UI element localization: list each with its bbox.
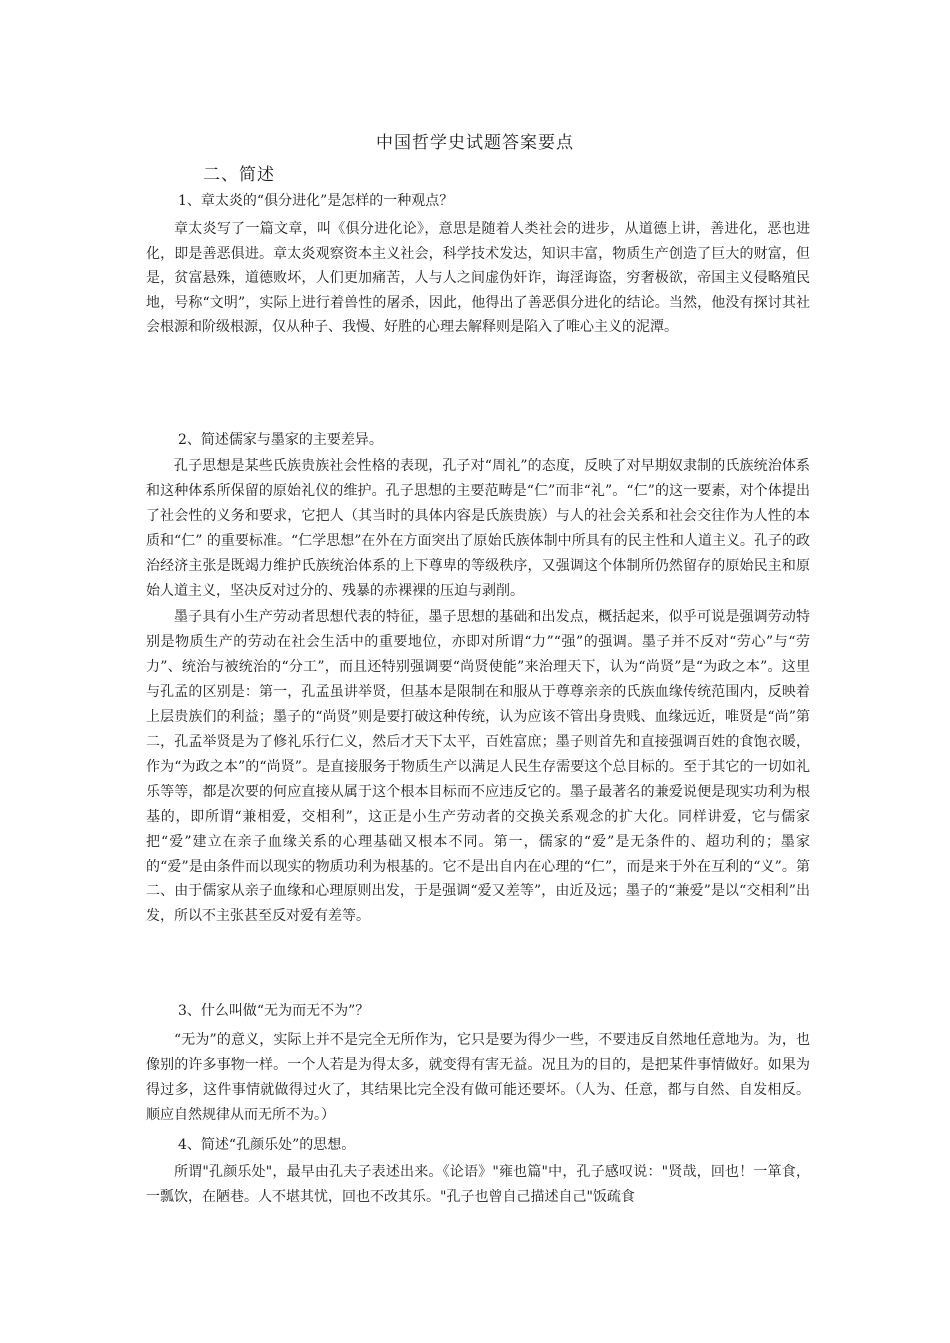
question-2-answer — [146, 454, 810, 929]
question-4-heading: 4、简述“孔颜乐处”的思想。 — [178, 1137, 356, 1153]
document-title: 中国哲学史试题答案要点 — [376, 133, 574, 153]
answer-paragraph: 章太炎写了一篇文章，叫《俱分进化论》，意思是随着人类社会的进步，从道德上讲，善进化，恶也进化，即是善恶俱进。章太炎观察资本主义社会，科学技术发达，知识丰富，物质生产创造了巨大的财富，但是，贫富悬殊，道德败坏，人们更加痛苦，人与人之间虚伪奸诈，诲淫诲盗，穷奢极欲，帝国主义侵略殖民地，号称“文明”，实际上进行着兽性的屠杀，因此，他得出了善恶俱分进化的结论。当然，他没有探讨其社会根源和阶级根源，仅从种子、我慢、好胜的心理去解释则是陷入了唯心主义的泥潭。 — [146, 221, 810, 336]
answer-paragraph: 孔子思想是某些氏族贵族社会性格的表现，孔子对“周礼”的态度，反映了对早期奴隶制的氏族统治体系和这种体系所保留的原始礼仪的维护。孔子思想的主要范畴是“仁”而非“礼”。“仁”的这一要素，对个体提出了社会性的义务和要求，它把人（其当时的具体内容是氏族贵族）与人的社会关系和社会交往作为人性的本质和“仁” 的重要标准。“仁学思想”在外在方面突出了原始氏族体制中所具有的民主性和人道主义。孔子的政治经济主张是既竭力维护氏族统治体系的上下尊卑的等级秩序，又强调这个体制所仍然留存的原始民主和原始人道主义，坚决反对过分的、残暴的赤裸裸的压迫与剥削。 — [146, 458, 810, 599]
question-3-heading: 3、什么叫做“无为而无不为”？ — [178, 1003, 370, 1019]
answer-paragraph: 所谓"孔颜乐处"，最早由孔夫子表述出来。《论语》"雍也篇"中，孔子感叹说："贤哉，回也！一箪食，一瓢饮，在陋巷。人不堪其忧，回也不改其乐。"孔子也曾自己描述自己"饭疏食 — [146, 1164, 810, 1205]
question-2-heading: 2、简述儒家与墨家的主要差异。 — [178, 432, 383, 448]
answer-paragraph: 墨子具有小生产劳动者思想代表的特征，墨子思想的基础和出发点，概括起来，似乎可说是强调劳动特别是物质生产的劳动在社会生活中的重要地位，亦即对所谓“力”“强”的强调。墨子并不反对“劳心”与“劳力”、统治与被统治的“分工”，而且还特别强调要“尚贤使能”来治理天下，认为“尚贤”是“为政之本”。这里与孔孟的区别是：第一，孔孟虽讲举贤，但基本是限制在和服从于尊尊亲亲的氏族血缘传统范围内，反映着上层贵族们的利益；墨子的“尚贤”则是要打破这种传统，认为应该不管出身贵贱、血缘远近，唯贤是“尚”第二，孔孟举贤是为了修礼乐行仁义，然后才天下太平，百姓富庶；墨子则首先和直接强调百姓的食饱衣暖，作为“为政之本”的“尚贤”。是直接服务于物质生产以满足人民生存需要这个总目标的。至于其它的一切如礼乐等等，都是次要的何应直接从属于这个根本目标而不应违反它的。墨子最著名的兼爱说便是现实功利为根基的，即所谓“兼相爱，交相利”，这正是小生产劳动者的交换关系观念的扩大化。同样讲爱，它与儒家把“爱”建立在亲子血缘关系的心理基础又根本不同。第一，儒家的“爱”是无条件的、超功利的；墨家的“爱”是由条件而以现实的物质功利为根基的。它不是出自内在心理的“仁”，而是来于外在互利的“义”。第二、由于儒家从亲子血缘和心理原则出发，于是强调“爱又差等”，由近及远；墨子的“兼爱”是以“交相利”出发，所以不主张甚至反对爱有差等。 — [146, 609, 810, 925]
question-3-answer — [146, 1028, 810, 1128]
section-heading: 二、简述 — [203, 165, 275, 185]
question-4-answer — [146, 1160, 810, 1210]
question-1-answer — [146, 217, 810, 340]
question-1-heading: 1、章太炎的“俱分进化”是怎样的一种观点？ — [178, 193, 454, 209]
answer-paragraph: “无为”的意义，实际上并不是完全无所作为，它只是要为得少一些，不要违反自然地任意地为。为，也像别的许多事物一样。一个人若是为得太多，就变得有害无益。况且为的目的，是把某件事情做好。如果为得过多，这件事情就做得过火了，其结果比完全没有做可能还要坏。（人为、任意，都与自然、自发相反。顺应自然规律从而无所不为。） — [146, 1032, 810, 1123]
